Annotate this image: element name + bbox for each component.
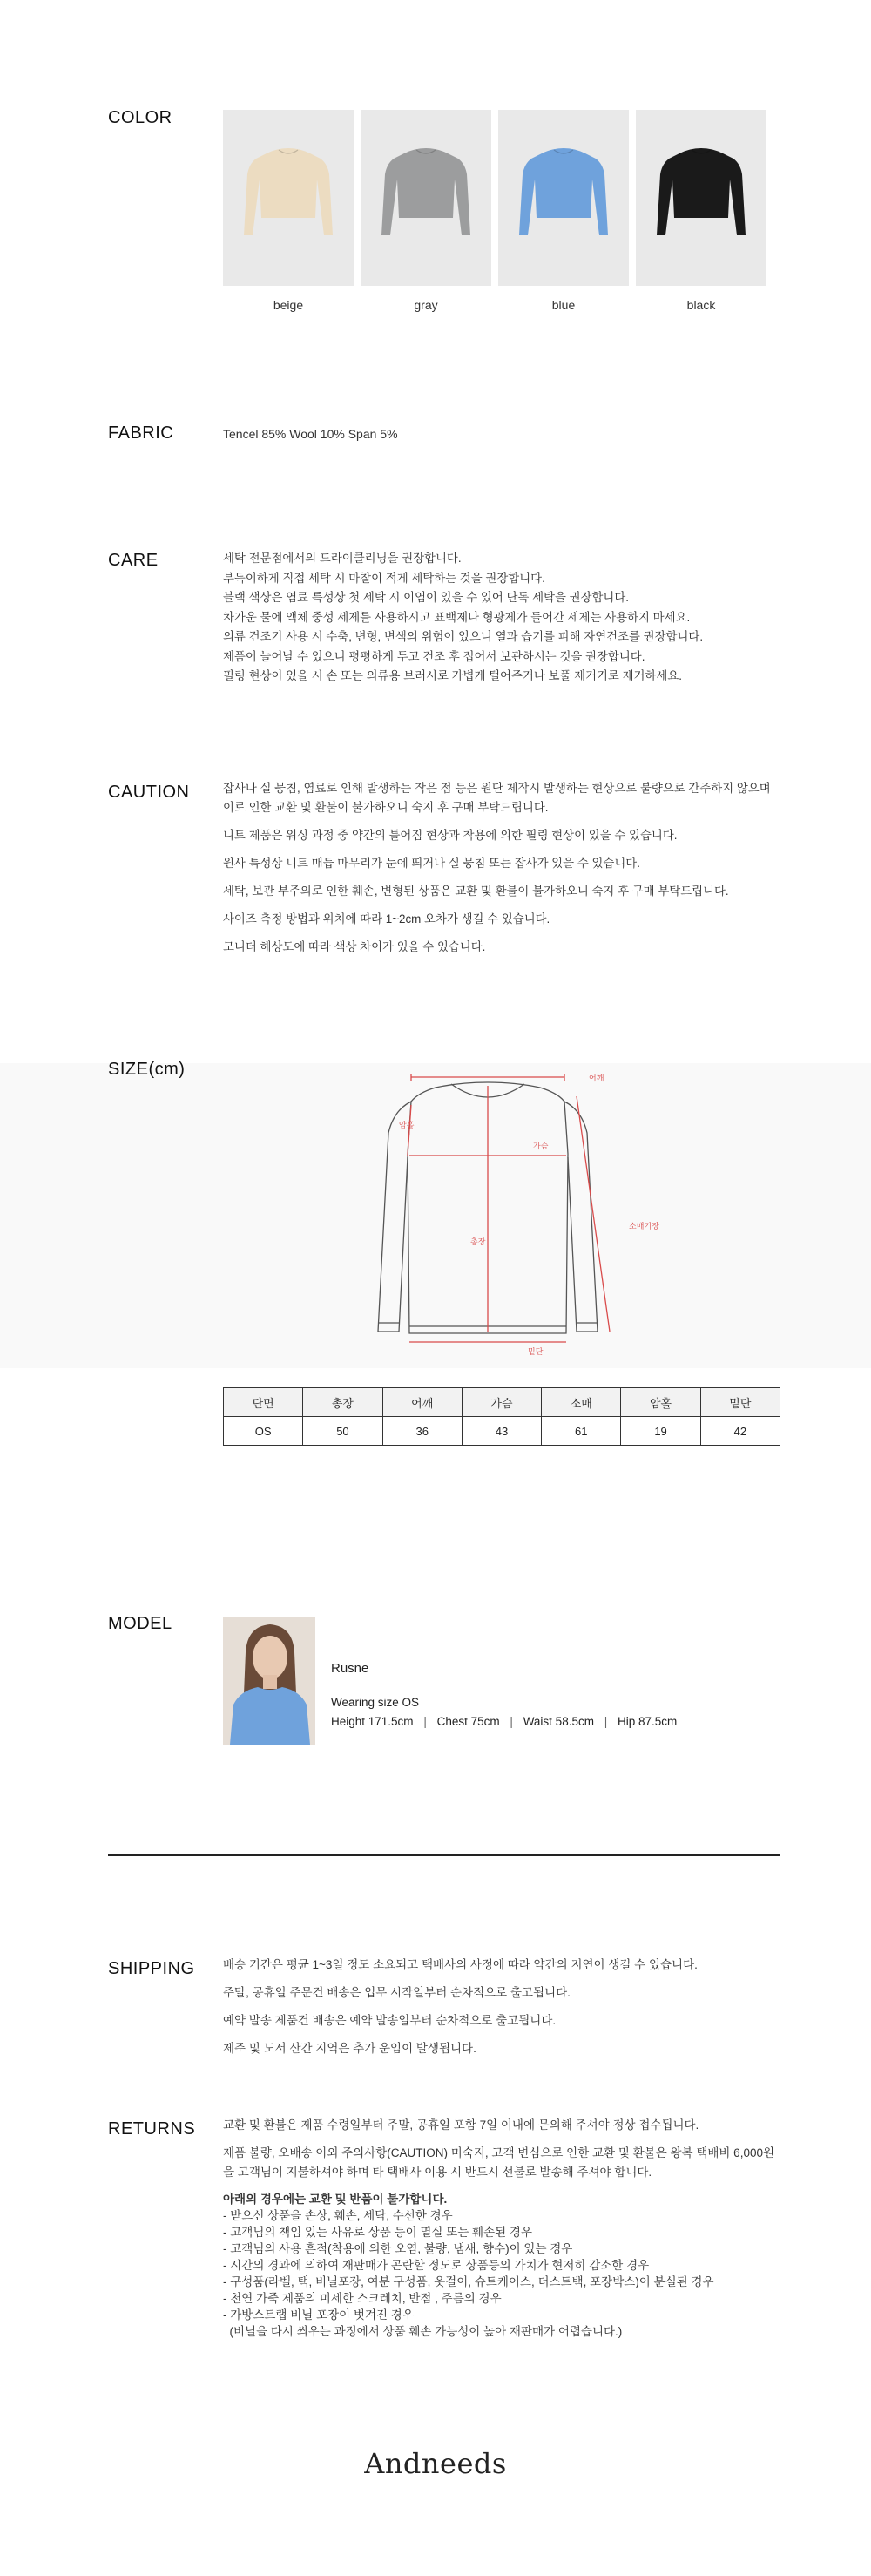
fabric-composition: Tencel 85% Wool 10% Span 5% bbox=[223, 427, 398, 441]
returns-line: 제품 불량, 오배송 이외 주의사항(CAUTION) 미숙지, 고객 변심으로 인한 교환 및 환불은 왕복 택배비 6,000원을 고객님이 지불하셔야 하며 타 택배사 이용 시 반드시 선불로 발송해 주셔야 합니다. bbox=[223, 2146, 775, 2179]
size-table-cell: 43 bbox=[462, 1417, 541, 1446]
shipping-line: 주말, 공휴일 주문건 배송은 업무 시작일부터 순차적으로 출고됩니다. bbox=[223, 1986, 571, 1999]
section-label-care: CARE bbox=[108, 551, 159, 570]
size-table-cell: 50 bbox=[303, 1417, 382, 1446]
sweater-image bbox=[655, 145, 747, 241]
model-hip: Hip 87.5cm bbox=[618, 1715, 678, 1728]
size-table bbox=[223, 1387, 780, 1446]
returns-exclusion-list bbox=[223, 2207, 782, 2340]
section-label-color: COLOR bbox=[108, 108, 172, 127]
caution-line: 모니터 해상도에 따라 색상 차이가 있을 수 있습니다. bbox=[223, 940, 486, 953]
model-wearing-size: Wearing size OS bbox=[331, 1696, 420, 1709]
color-swatch-gray bbox=[361, 110, 491, 286]
care-line: 부득이하게 직접 세탁 시 마찰이 적게 세탁하는 것을 권장합니다. bbox=[223, 571, 545, 585]
section-label-model: MODEL bbox=[108, 1614, 172, 1633]
shipping-info bbox=[223, 1956, 780, 2067]
size-table-header: 단면 bbox=[224, 1388, 303, 1417]
care-line: 의류 건조기 사용 시 수축, 변형, 변색의 위험이 있으니 열과 습기를 피해 자연건조를 권장합니다. bbox=[223, 630, 704, 643]
caution-line: 세탁, 보관 부주의로 인한 훼손, 변형된 상품은 교환 및 환불이 불가하오니 숙지 후 구매 부탁드립니다. bbox=[223, 885, 729, 898]
size-table-cell: 61 bbox=[542, 1417, 621, 1446]
diagram-label-sleeve: 소매기장 bbox=[629, 1223, 659, 1231]
returns-item: - 구성품(라벨, 택, 비닐포장, 여분 구성품, 옷걸이, 슈트케이스, 더스트백, 포장박스)이 분실된 경우 bbox=[223, 2275, 714, 2288]
returns-info bbox=[223, 2116, 782, 2340]
size-diagram bbox=[348, 1070, 679, 1358]
shipping-line: 제주 및 도서 산간 지역은 추가 운임이 발생됩니다. bbox=[223, 2042, 476, 2055]
size-table-header: 소매 bbox=[542, 1388, 621, 1417]
model-measurements bbox=[331, 1715, 677, 1728]
sweater-image bbox=[242, 145, 334, 241]
returns-item: - 받으신 상품을 손상, 훼손, 세탁, 수선한 경우 bbox=[223, 2209, 453, 2222]
model-name: Rusne bbox=[331, 1661, 369, 1676]
caution-line: 니트 제품은 워싱 과정 중 약간의 틀어짐 현상과 착용에 의한 필링 현상이 있을 수 있습니다. bbox=[223, 829, 678, 842]
sweater-image bbox=[517, 145, 610, 241]
care-line: 블랙 색상은 염료 특성상 첫 세탁 시 이염이 있을 수 있어 단독 세탁을 권장합니다. bbox=[223, 591, 630, 604]
color-name-black: black bbox=[686, 298, 716, 312]
color-swatch-beige bbox=[223, 110, 354, 286]
returns-item: - 천연 가죽 제품의 미세한 스크레치, 반점 , 주름의 경우 bbox=[223, 2292, 502, 2305]
section-label-caution: CAUTION bbox=[108, 783, 190, 802]
color-swatch-blue bbox=[498, 110, 629, 286]
section-label-size: SIZE(cm) bbox=[108, 1060, 186, 1079]
size-table-header-row bbox=[224, 1388, 780, 1417]
size-table-cell: OS bbox=[224, 1417, 303, 1446]
returns-item: (비닐을 다시 씌우는 과정에서 상품 훼손 가능성이 높아 재판매가 어렵습니다.) bbox=[223, 2325, 623, 2338]
returns-item: - 가방스트랩 비닐 포장이 벗겨진 경우 bbox=[223, 2308, 414, 2322]
diagram-label-chest: 가슴 bbox=[533, 1142, 549, 1151]
separator: | bbox=[423, 1715, 427, 1728]
section-label-returns: RETURNS bbox=[108, 2119, 196, 2139]
size-table-cell: 19 bbox=[621, 1417, 700, 1446]
care-line: 필링 현상이 있을 시 손 또는 의류용 브러시로 가볍게 털어주거나 보풀 제거기로 제거하세요. bbox=[223, 669, 682, 682]
diagram-label-hem: 밑단 bbox=[528, 1348, 544, 1357]
model-photo bbox=[223, 1617, 315, 1745]
care-line: 제품이 늘어날 수 있으니 평평하게 두고 건조 후 접어서 보관하시는 것을 권장합니다. bbox=[223, 649, 645, 663]
color-name-blue: blue bbox=[551, 298, 576, 312]
returns-heading: 아래의 경우에는 교환 및 반품이 불가합니다. bbox=[223, 2193, 448, 2206]
size-table-header: 가슴 bbox=[462, 1388, 541, 1417]
size-table-cell: 36 bbox=[382, 1417, 462, 1446]
returns-item: - 시간의 경과에 의하여 재판매가 곤란할 정도로 상품등의 가치가 현저히 감소한 경우 bbox=[223, 2259, 650, 2272]
diagram-label-shoulder: 어깨 bbox=[589, 1074, 604, 1083]
caution-notes bbox=[223, 779, 782, 966]
separator: | bbox=[604, 1715, 608, 1728]
shipping-line: 예약 발송 제품건 배송은 예약 발송일부터 순차적으로 출고됩니다. bbox=[223, 2014, 557, 2027]
returns-item: - 고객님의 책임 있는 사유로 상품 등이 멸실 또는 훼손된 경우 bbox=[223, 2226, 532, 2239]
section-label-fabric: FABRIC bbox=[108, 424, 174, 443]
model-waist: Waist 58.5cm bbox=[523, 1715, 594, 1728]
section-divider bbox=[108, 1854, 780, 1856]
caution-line: 사이즈 측정 방법과 위치에 따라 1~2cm 오차가 생길 수 있습니다. bbox=[223, 912, 550, 925]
care-instructions bbox=[223, 549, 780, 687]
size-table-cell: 42 bbox=[700, 1417, 780, 1446]
diagram-label-armhole: 암홀 bbox=[399, 1122, 415, 1130]
color-swatch-black bbox=[636, 110, 766, 286]
caution-line: 원사 특성상 니트 매듭 마무리가 눈에 띄거나 실 뭉침 또는 잡사가 있을 수 있습니다. bbox=[223, 857, 640, 870]
size-table-header: 총장 bbox=[303, 1388, 382, 1417]
caution-line: 잡사나 실 뭉침, 염료로 인해 발생하는 작은 점 등은 원단 제작시 발생하는 현상으로 불량으로 간주하지 않으며 이로 인한 교환 및 환불이 불가하오니 숙지 후 구매 부탁드립니다. bbox=[223, 782, 771, 814]
size-table-header: 암홀 bbox=[621, 1388, 700, 1417]
model-chest: Chest 75cm bbox=[436, 1715, 500, 1728]
care-line: 차가운 물에 액체 중성 세제를 사용하시고 표백제나 형광제가 들어간 세제는 사용하지 마세요. bbox=[223, 610, 691, 624]
size-table-row bbox=[224, 1417, 780, 1446]
separator: | bbox=[510, 1715, 513, 1728]
section-label-shipping: SHIPPING bbox=[108, 1959, 195, 1978]
returns-item: - 고객님의 사용 흔적(착용에 의한 오염, 불량, 냄새, 향수)이 있는 경우 bbox=[223, 2242, 573, 2255]
care-line: 세탁 전문점에서의 드라이클리닝을 권장합니다. bbox=[223, 552, 462, 565]
size-table-header: 어깨 bbox=[382, 1388, 462, 1417]
returns-line: 교환 및 환불은 제품 수령일부터 주말, 공휴일 포함 7일 이내에 문의해 주셔야 정상 접수됩니다. bbox=[223, 2118, 699, 2132]
brand-logo: Andneeds bbox=[364, 2447, 507, 2480]
diagram-label-length: 총장 bbox=[470, 1238, 486, 1247]
model-figure-image bbox=[223, 1617, 315, 1745]
color-name-gray: gray bbox=[414, 298, 438, 312]
size-table-header: 밑단 bbox=[700, 1388, 780, 1417]
shipping-line: 배송 기간은 평균 1~3일 정도 소요되고 택배사의 사정에 따라 약간의 지연이 생길 수 있습니다. bbox=[223, 1958, 698, 1971]
color-name-beige: beige bbox=[273, 298, 304, 312]
model-height: Height 171.5cm bbox=[331, 1715, 414, 1728]
sweater-image bbox=[380, 145, 472, 241]
